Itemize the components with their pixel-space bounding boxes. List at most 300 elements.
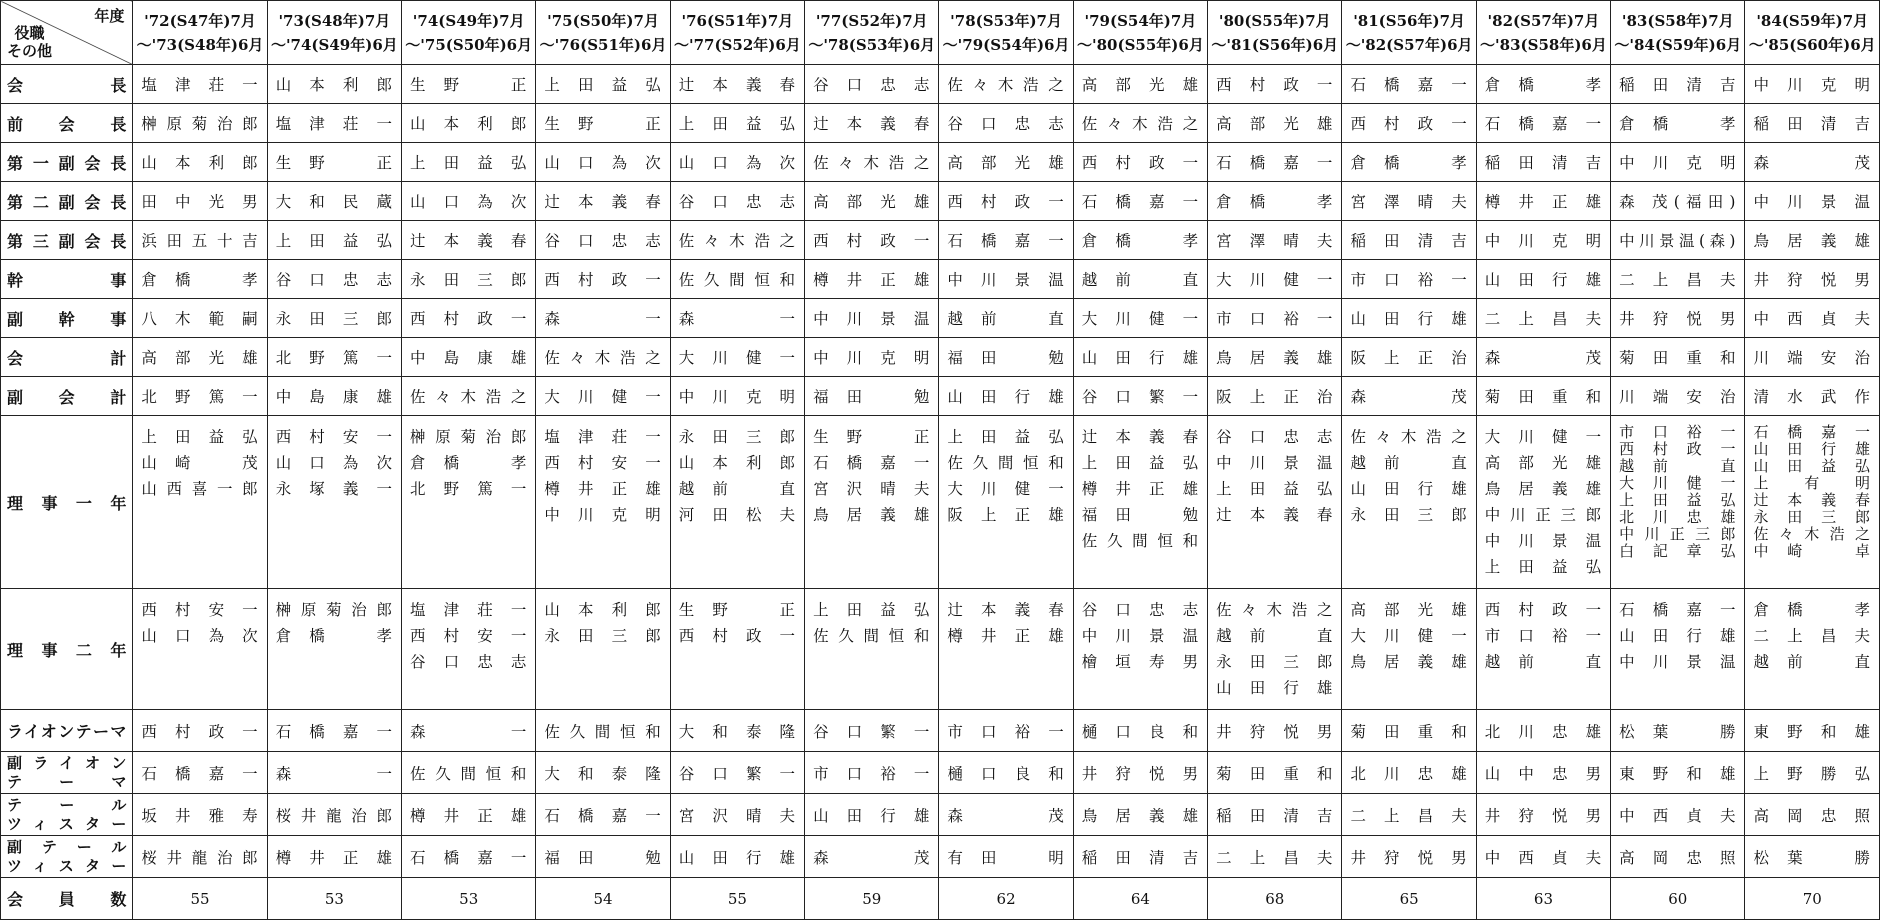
officer-name: 塩津荘一 — [544, 428, 662, 446]
officer-name-cell: 二上昌夫 — [1208, 836, 1342, 878]
officer-name-cell: 大川健一 — [536, 377, 670, 416]
roster-row — [1, 182, 1880, 221]
officer-name: 上田益弘 — [1081, 454, 1200, 472]
role-label-cell — [1, 221, 133, 260]
officer-name: 市口裕一 — [1484, 627, 1603, 645]
year-header-cell — [536, 1, 670, 65]
year-end-label: ～'85(S60年)6月 — [1748, 35, 1876, 54]
officer-name: 越前 直 — [1753, 653, 1871, 671]
year-header-cell — [1073, 1, 1207, 65]
officer-name: 鳥居義雄 — [1484, 480, 1603, 498]
officer-name-cell: 西村政一 — [536, 260, 670, 299]
officer-names-cell — [1073, 416, 1207, 589]
officer-name: 山田益弘 — [1753, 457, 1871, 475]
officer-name: 西村安一 — [275, 428, 394, 446]
officer-name-cell: 石橋嘉一 — [1208, 143, 1342, 182]
officer-name-cell: 石橋嘉一 — [536, 794, 670, 836]
officer-name: 生野 正 — [813, 428, 931, 446]
role-label: テール — [7, 795, 127, 814]
officer-name: 中崎 卓 — [1753, 542, 1871, 560]
officer-name: 上有明 — [1753, 474, 1871, 492]
officer-name-cell: 山口為次 — [402, 182, 536, 221]
officer-name-cell: 上田益弘 — [536, 65, 670, 104]
officer-name: 高部光雄 — [1484, 454, 1603, 472]
officer-name-cell: 坂井雅寿 — [133, 794, 267, 836]
officer-name-cell: 桜井龍治郎 — [267, 794, 401, 836]
officer-name-cell: 菊田重和 — [1208, 752, 1342, 794]
officer-names-cell — [1476, 416, 1610, 589]
officer-name-cell: 高岡忠照 — [1745, 794, 1880, 836]
officer-name-cell: 稲田清吉 — [1611, 65, 1745, 104]
officer-name-cell: 有田 明 — [939, 836, 1073, 878]
role-label: 副会計 — [7, 387, 127, 407]
officer-name-cell: 上田益弘 — [670, 104, 804, 143]
officer-name: 上田益弘 — [947, 428, 1065, 446]
year-start-label: '73(S48年)7月 — [278, 11, 391, 30]
year-start-label: '82(S57年)7月 — [1487, 11, 1600, 30]
officer-name: 辻本義春 — [947, 601, 1065, 619]
officer-name: 榊原菊治郎 — [275, 601, 394, 619]
officer-name-cell: 高部光雄 — [1073, 65, 1207, 104]
officer-name-cell: 二上昌夫 — [1611, 260, 1745, 299]
officer-name: 大川健一 — [1484, 428, 1603, 446]
officer-names-cell — [670, 589, 804, 710]
officer-name: 檜垣寿男 — [1081, 653, 1200, 671]
officer-names-cell — [536, 416, 670, 589]
officer-name-cell: 倉橋 孝 — [1073, 221, 1207, 260]
officer-name: 辻本義春 — [1216, 506, 1334, 524]
member-count-cell: 68 — [1208, 878, 1342, 920]
officer-name: 西村安一 — [141, 601, 259, 619]
roster-row — [1, 221, 1880, 260]
year-start-label: '79(S54年)7月 — [1084, 11, 1197, 30]
officer-name: 樽井正雄 — [544, 480, 662, 498]
role-label: ツィスター — [7, 814, 127, 833]
officer-name: 中川景温 — [1216, 454, 1334, 472]
officer-name-cell: 塩津荘一 — [267, 104, 401, 143]
officer-names-cell — [805, 416, 939, 589]
officer-name: 永田三郎 — [544, 627, 662, 645]
officer-name-cell: 生野 正 — [402, 65, 536, 104]
officer-name-cell: 倉橋 孝 — [1476, 65, 1610, 104]
officer-name: 北野篤一 — [410, 480, 528, 498]
officer-name: 山田行雄 — [1350, 480, 1468, 498]
officer-name-cell: 佐久間恒和 — [402, 752, 536, 794]
year-end-label: ～'81(S56年)6月 — [1211, 35, 1339, 54]
officer-name: 永田三郎 — [1350, 506, 1468, 524]
officer-name-cell: 中西貞夫 — [1745, 299, 1880, 338]
officer-name-cell: 樋口良和 — [939, 752, 1073, 794]
roster-row — [1, 710, 1880, 752]
officer-name-cell: 菊田重和 — [1342, 710, 1476, 752]
officer-name: 鳥居義雄 — [813, 506, 931, 524]
role-label-cell — [1, 710, 133, 752]
officer-name: 宮沢晴夫 — [813, 480, 931, 498]
role-label-cell — [1, 299, 133, 338]
officer-name-cell: 井狩悦男 — [1745, 260, 1880, 299]
officer-name-cell: 谷口繁一 — [1073, 377, 1207, 416]
officer-name-cell: 山口為次 — [670, 143, 804, 182]
officer-name: 佐久間恒和 — [1081, 532, 1200, 550]
role-label: 理事二年 — [7, 640, 127, 660]
year-end-label: ～'74(S49年)6月 — [270, 35, 398, 54]
officer-name-cell: 北野篤一 — [133, 377, 267, 416]
officer-name-cell: 中西貞夫 — [1611, 794, 1745, 836]
officer-name-cell: 山本利郎 — [133, 143, 267, 182]
officer-name-cell: 桜井龍治郎 — [133, 836, 267, 878]
officer-name-cell: 福田 勉 — [939, 338, 1073, 377]
officer-name-cell: 佐々木浩之 — [536, 338, 670, 377]
officer-name-cell: 山田行雄 — [939, 377, 1073, 416]
officer-name-cell: 市口裕一 — [939, 710, 1073, 752]
officer-name: 市口裕一 — [1619, 423, 1737, 441]
officer-name-cell: 石橋嘉一 — [1342, 65, 1476, 104]
year-header-cell — [670, 1, 804, 65]
officer-name-cell: 塩津荘一 — [133, 65, 267, 104]
officer-name-cell: 稲田清吉 — [1476, 143, 1610, 182]
role-label: 幹事 — [7, 270, 127, 290]
officer-name-cell: 稲田清吉 — [1073, 836, 1207, 878]
officer-name: 上田益弘 — [1619, 491, 1737, 509]
role-label: 副ライオン — [7, 753, 127, 772]
officer-name-cell: 山田行雄 — [805, 794, 939, 836]
officer-name: 西村政一 — [1484, 601, 1603, 619]
officer-name-cell: 大川健一 — [1208, 260, 1342, 299]
officer-name: 塩津荘一 — [410, 601, 528, 619]
role-label-cell — [1, 752, 133, 794]
officer-name: 西村安一 — [544, 454, 662, 472]
officer-name-cell: 中川景温(森) — [1611, 221, 1745, 260]
year-start-label: '84(S59年)7月 — [1756, 11, 1869, 30]
officer-name-cell: 稲田清吉 — [1342, 221, 1476, 260]
year-end-label: ～'75(S50年)6月 — [405, 35, 533, 54]
officer-name-cell: 大川健一 — [1073, 299, 1207, 338]
officer-name-cell: 井狩悦男 — [1476, 794, 1610, 836]
officer-name-cell: 上田益弘 — [267, 221, 401, 260]
role-label: 副テール — [7, 837, 127, 856]
officer-name: 石橋嘉一 — [1753, 423, 1871, 441]
officer-name-cell: 山本利郎 — [267, 65, 401, 104]
officer-name-cell: 二上昌夫 — [1342, 794, 1476, 836]
officer-name-cell: 西村政一 — [133, 710, 267, 752]
role-label-cell — [1, 878, 133, 920]
officer-name: 西村安一 — [410, 627, 528, 645]
officer-name: 佐々木浩之 — [1350, 428, 1468, 446]
officer-name-cell: 北野篤一 — [267, 338, 401, 377]
officer-names-cell — [133, 589, 267, 710]
member-count-cell: 54 — [536, 878, 670, 920]
officer-names-cell — [402, 589, 536, 710]
officer-name-cell: 井狩悦男 — [1611, 299, 1745, 338]
member-count-cell: 59 — [805, 878, 939, 920]
officer-name-cell: 井狩悦男 — [1342, 836, 1476, 878]
year-start-label: '77(S52年)7月 — [815, 11, 928, 30]
officer-name-cell: 山田行雄 — [1476, 260, 1610, 299]
officer-name-cell: 井狩悦男 — [1073, 752, 1207, 794]
officer-name: 白記章弘 — [1619, 542, 1737, 560]
officer-name-cell: 東野和雄 — [1745, 710, 1880, 752]
officer-name-cell: 生野 正 — [536, 104, 670, 143]
officer-name-cell: 福田 勉 — [536, 836, 670, 878]
officer-name: 中川克明 — [544, 506, 662, 524]
year-header-cell — [133, 1, 267, 65]
officer-names-cell — [1476, 589, 1610, 710]
officer-name-cell: 西村政一 — [939, 182, 1073, 221]
role-label-cell — [1, 794, 133, 836]
officer-name: 越前 直 — [1216, 627, 1334, 645]
officer-name: 中川景温 — [1619, 653, 1737, 671]
officer-name-cell: 中川克明 — [1611, 143, 1745, 182]
officer-names-cell — [1611, 589, 1745, 710]
officer-name-cell: 中島康雄 — [402, 338, 536, 377]
role-label: 会長 — [7, 75, 127, 95]
role-label: 前会長 — [7, 114, 127, 134]
officer-name-cell: 森 茂 — [939, 794, 1073, 836]
officer-name-cell: 北川忠雄 — [1476, 710, 1610, 752]
role-label-cell — [1, 182, 133, 221]
officer-name-cell: 市口裕一 — [1342, 260, 1476, 299]
year-start-label: '80(S55年)7月 — [1218, 11, 1331, 30]
officer-names-cell — [1208, 589, 1342, 710]
officer-name-cell: 阪上正治 — [1208, 377, 1342, 416]
officer-name-cell: 森 一 — [267, 752, 401, 794]
year-end-label: ～'76(S51年)6月 — [539, 35, 667, 54]
officer-names-cell — [536, 589, 670, 710]
officer-name: 谷口忠志 — [1081, 601, 1200, 619]
roster-row — [1, 416, 1880, 589]
officer-name-cell: 佐々木浩之 — [402, 377, 536, 416]
officer-name-cell: 石橋嘉一 — [939, 221, 1073, 260]
roster-row — [1, 836, 1880, 878]
officer-name-cell: 高岡忠照 — [1611, 836, 1745, 878]
officer-name-cell: 樽井正雄 — [1476, 182, 1610, 221]
officer-name-cell: 森 茂 — [805, 836, 939, 878]
role-label: 第三副会長 — [7, 231, 127, 251]
role-label-cell — [1, 589, 133, 710]
officer-names-cell — [1745, 416, 1880, 589]
officer-name-cell: 森 茂 — [1342, 377, 1476, 416]
officer-name: 山田行雄 — [1216, 679, 1334, 697]
officer-name-cell: 倉橋 孝 — [1611, 104, 1745, 143]
year-start-label: '81(S56年)7月 — [1353, 11, 1466, 30]
officer-name: 西村政一 — [678, 627, 797, 645]
member-count-cell: 64 — [1073, 878, 1207, 920]
officer-name-cell: 大和泰隆 — [536, 752, 670, 794]
officer-name-cell: 谷口忠志 — [805, 65, 939, 104]
year-header-cell — [805, 1, 939, 65]
officer-name: 永田三郎 — [1753, 508, 1871, 526]
year-header-cell — [939, 1, 1073, 65]
officer-name: 福田 勉 — [1081, 506, 1200, 524]
officer-name-cell: 石橋嘉一 — [1476, 104, 1610, 143]
year-header-cell — [1745, 1, 1880, 65]
roster-row — [1, 65, 1880, 104]
officer-name: 上田益弘 — [1216, 480, 1334, 498]
officer-name: 山田行雄 — [1753, 440, 1871, 458]
officer-names-cell — [1342, 589, 1476, 710]
officer-name-cell: 鳥居義雄 — [1073, 794, 1207, 836]
year-end-label: ～'82(S57年)6月 — [1345, 35, 1473, 54]
officer-name-cell: 上野勝弘 — [1745, 752, 1880, 794]
officer-name-cell: 山田行雄 — [1342, 299, 1476, 338]
officer-name: 中川景温 — [1081, 627, 1200, 645]
officer-name: 倉橋 孝 — [410, 454, 528, 472]
officer-name-cell: 石橋嘉一 — [402, 836, 536, 878]
officer-name: 倉橋 孝 — [275, 627, 394, 645]
officer-name-cell: 中川景温 — [939, 260, 1073, 299]
officer-name: 谷口忠志 — [1216, 428, 1334, 446]
role-label-cell — [1, 416, 133, 589]
year-end-label: ～'73(S48年)6月 — [136, 35, 264, 54]
officer-name: 上田益弘 — [141, 428, 259, 446]
officer-name: 永田三郎 — [678, 428, 797, 446]
year-end-label: ～'78(S53年)6月 — [808, 35, 936, 54]
officer-name: 石橋嘉一 — [813, 454, 931, 472]
officer-name-cell: 高部光雄 — [805, 182, 939, 221]
officer-name: 上田益弘 — [813, 601, 931, 619]
officer-name: 山本利郎 — [544, 601, 662, 619]
officer-name-cell: 倉橋 孝 — [1342, 143, 1476, 182]
role-label: 副幹事 — [7, 309, 127, 329]
officer-names-cell — [267, 416, 401, 589]
year-end-label: ～'77(S52年)6月 — [673, 35, 801, 54]
officer-name: 谷口忠志 — [410, 653, 528, 671]
officer-name-cell: 大和泰隆 — [670, 710, 804, 752]
officer-name-cell: 東野和雄 — [1611, 752, 1745, 794]
year-header-cell — [267, 1, 401, 65]
officer-name-cell: 森 一 — [670, 299, 804, 338]
year-header-cell — [1208, 1, 1342, 65]
officer-name: 佐久間恒和 — [947, 454, 1065, 472]
officer-name: 中川正三郎 — [1619, 525, 1737, 543]
officer-name-cell: 越前 直 — [939, 299, 1073, 338]
corner-header-cell — [1, 1, 133, 65]
officer-name-cell: 田中光男 — [133, 182, 267, 221]
year-start-label: '78(S53年)7月 — [950, 11, 1062, 30]
officer-name-cell: 森 茂 — [1476, 338, 1610, 377]
officer-name: 倉橋 孝 — [1753, 601, 1871, 619]
officer-name-cell: 森 茂(福田) — [1611, 182, 1745, 221]
year-start-label: '74(S49年)7月 — [412, 11, 525, 30]
officer-name: 中川景温 — [1484, 532, 1603, 550]
officer-name-cell: 樽井正雄 — [805, 260, 939, 299]
officer-name-cell: 中川克明 — [1476, 221, 1610, 260]
officer-name-cell: 大川健一 — [670, 338, 804, 377]
member-count-cell: 53 — [402, 878, 536, 920]
officer-name: 大川健一 — [1350, 627, 1468, 645]
role-label-cell — [1, 104, 133, 143]
officer-name-cell: 浜田五十吉 — [133, 221, 267, 260]
officer-name-cell: 樋口良和 — [1073, 710, 1207, 752]
officer-name-cell: 越前 直 — [1073, 260, 1207, 299]
role-label: ライオンテーマ — [7, 722, 127, 741]
officer-names-cell — [939, 416, 1073, 589]
officer-name-cell: 西村政一 — [402, 299, 536, 338]
officer-name: 佐々木浩之 — [1753, 525, 1871, 543]
year-header-cell — [1476, 1, 1610, 65]
officer-name: 越前 直 — [678, 480, 797, 498]
role-label-cell — [1, 143, 133, 182]
year-header-cell — [402, 1, 536, 65]
year-end-label: ～'84(S59年)6月 — [1614, 35, 1742, 54]
officer-name: 佐々木浩之 — [1216, 601, 1334, 619]
roster-row — [1, 260, 1880, 299]
role-label: 理事一年 — [7, 493, 127, 513]
officer-name-cell: 八木範嗣 — [133, 299, 267, 338]
officer-name-cell: 谷口忠志 — [267, 260, 401, 299]
officer-names-cell — [1073, 589, 1207, 710]
officer-name-cell: 永田三郎 — [267, 299, 401, 338]
year-end-label: ～'79(S54年)6月 — [942, 35, 1070, 54]
officer-name: 石橋嘉一 — [1619, 601, 1737, 619]
officer-name-cell: 辻本義春 — [536, 182, 670, 221]
officer-name-cell: 倉橋 孝 — [133, 260, 267, 299]
officer-name-cell: 松葉 勝 — [1745, 836, 1880, 878]
officer-name: 永田三郎 — [1216, 653, 1334, 671]
officer-name-cell: 高部光雄 — [939, 143, 1073, 182]
corner-label-role: 役職 その他 — [7, 24, 53, 60]
officer-name-cell: 宮澤晴夫 — [1342, 182, 1476, 221]
officer-name: 辻本義春 — [1753, 491, 1871, 509]
officer-name-cell: 佐久間恒和 — [670, 260, 804, 299]
officer-name-cell: 鳥居義雄 — [1745, 221, 1880, 260]
officer-name: 大川健一 — [947, 480, 1065, 498]
officer-name-cell: 宮澤晴夫 — [1208, 221, 1342, 260]
year-end-label: ～'80(S55年)6月 — [1077, 35, 1204, 54]
officer-names-cell — [1745, 589, 1880, 710]
officer-name-cell: 佐々木浩之 — [805, 143, 939, 182]
officer-names-cell — [1342, 416, 1476, 589]
officer-name: 佐久間恒和 — [813, 627, 931, 645]
officer-names-cell — [805, 589, 939, 710]
officer-name-cell: 石橋嘉一 — [267, 710, 401, 752]
member-count-cell: 55 — [133, 878, 267, 920]
officer-name: 大川健一 — [1619, 474, 1737, 492]
role-label: 第二副会長 — [7, 192, 127, 212]
roster-row — [1, 878, 1880, 920]
officer-name-cell: 山田行雄 — [1073, 338, 1207, 377]
officer-name-cell: 大和民蔵 — [267, 182, 401, 221]
officer-name-cell: 谷口忠志 — [939, 104, 1073, 143]
year-start-label: '75(S50年)7月 — [547, 11, 659, 30]
officer-name-cell: 中川景温 — [805, 299, 939, 338]
officer-name: 山西喜一郎 — [141, 480, 259, 498]
officer-name-cell: 中川克明 — [805, 338, 939, 377]
roster-row — [1, 143, 1880, 182]
officer-name-cell: 西村政一 — [1342, 104, 1476, 143]
roster-row — [1, 104, 1880, 143]
officer-name-cell: 永田三郎 — [402, 260, 536, 299]
officer-name: 樽井正雄 — [1081, 480, 1200, 498]
officer-name-cell: 山口為次 — [536, 143, 670, 182]
officer-name-cell: 中川克明 — [670, 377, 804, 416]
officer-name: 山田行雄 — [1619, 627, 1737, 645]
officer-name-cell: 松葉 勝 — [1611, 710, 1745, 752]
officer-name-cell: 中西貞夫 — [1476, 836, 1610, 878]
officer-name-cell: 辻本義春 — [805, 104, 939, 143]
officer-name: 上田益弘 — [1484, 558, 1603, 576]
roster-row — [1, 299, 1880, 338]
officer-name-cell: 佐久間恒和 — [536, 710, 670, 752]
officer-name-cell: 井狩悦男 — [1208, 710, 1342, 752]
officer-name-cell: 佐々木浩之 — [1073, 104, 1207, 143]
officer-name: 阪上正雄 — [947, 506, 1065, 524]
officer-name: 榊原菊治郎 — [410, 428, 528, 446]
officer-name-cell: 鳥居義雄 — [1208, 338, 1342, 377]
member-count-cell: 62 — [939, 878, 1073, 920]
officer-name: 高部光雄 — [1350, 601, 1468, 619]
member-count-cell: 65 — [1342, 878, 1476, 920]
